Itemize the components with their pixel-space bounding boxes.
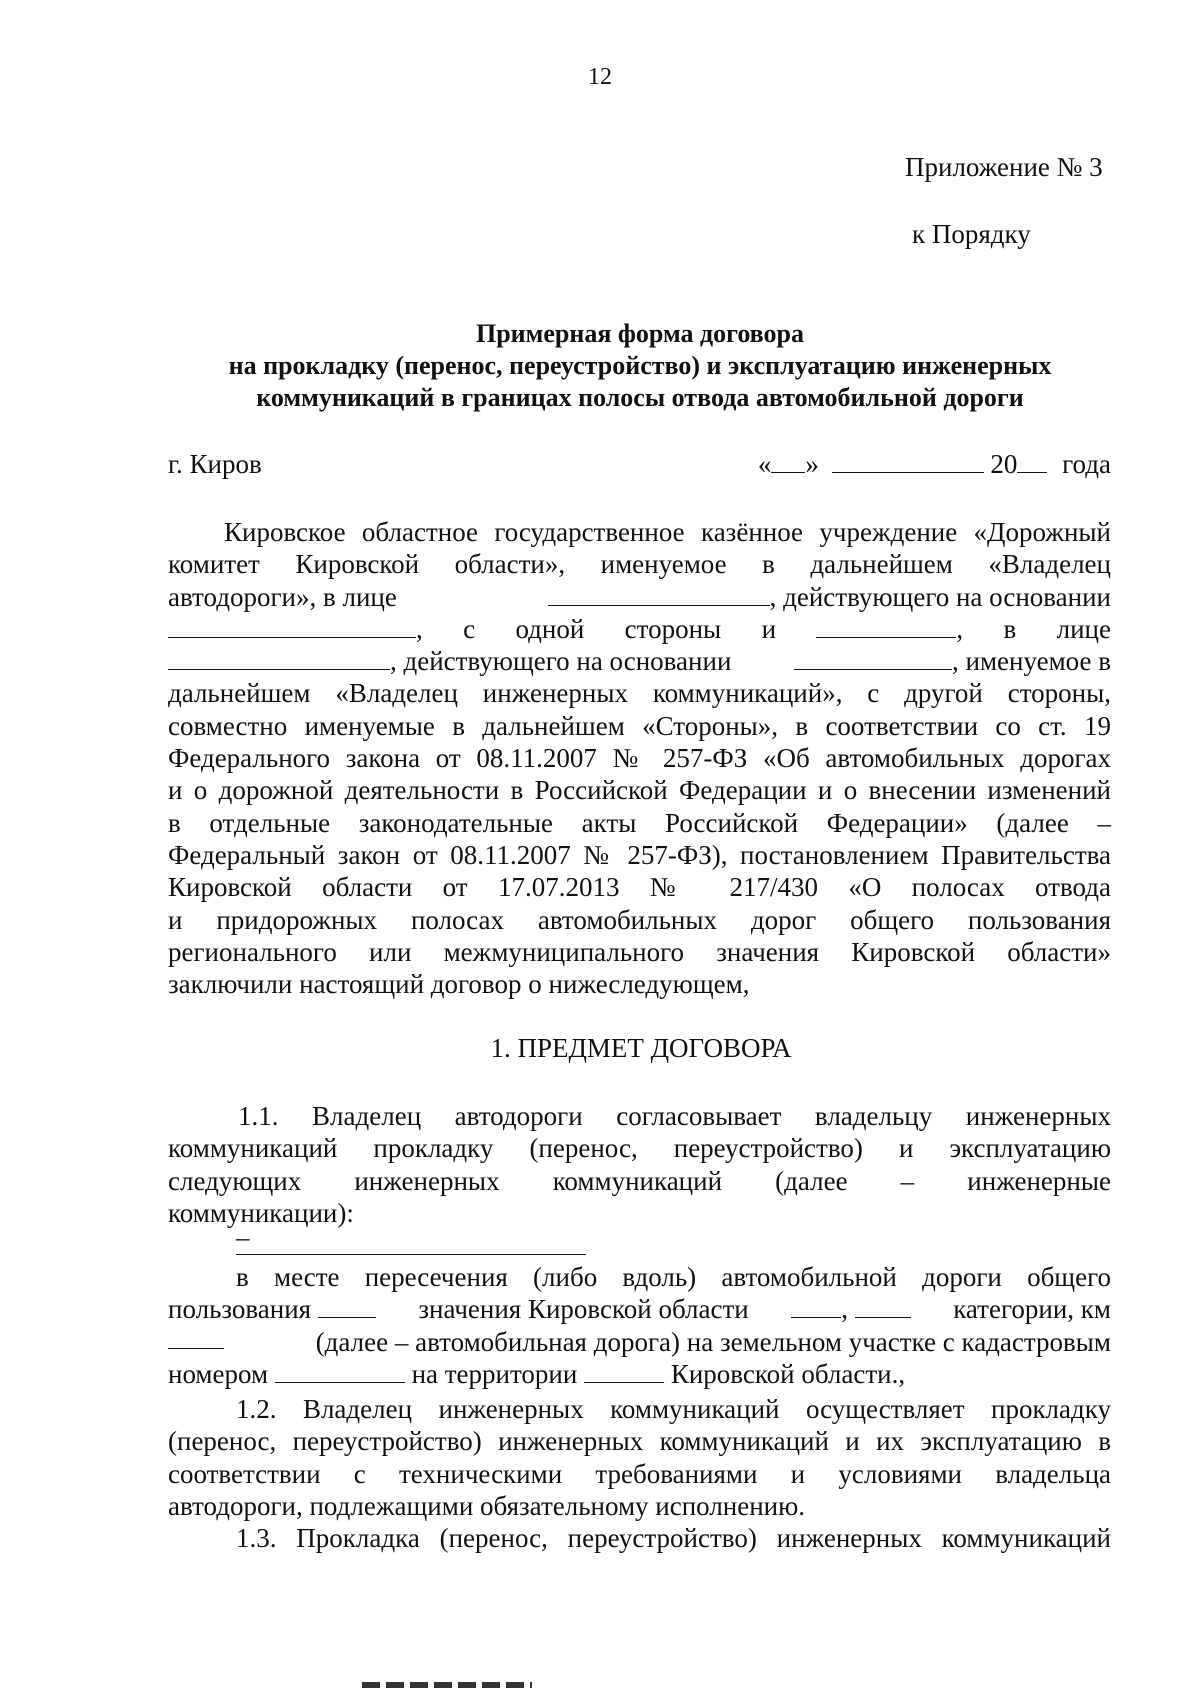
clause-1-2	[168, 1393, 1111, 1522]
intro-line: и о дорожной деятельности в Российской Федерации и о внесении изменений	[168, 775, 1111, 806]
intro-line: автодороги», в лице , действующего на основании	[168, 581, 1111, 612]
km-blank	[168, 1326, 224, 1349]
intro-line: и придорожных полосах автомобильных дорог общего пользования	[168, 904, 1111, 935]
clause-line: автодороги, подлежащими обязательному исполнению.	[168, 1490, 806, 1521]
intro-line: Кировское областное государственное казённое учреждение «Дорожный	[224, 517, 1111, 547]
date-close-quote: »	[805, 449, 819, 479]
clause-line: 1.3. Прокладка (перенос, переустройство) инженерных коммуникаций	[236, 1523, 1111, 1553]
list-dash: –	[236, 1222, 250, 1252]
clause-1-3	[168, 1522, 1111, 1554]
place-line: номером на территории Кировской области.,	[168, 1358, 906, 1389]
owner-basis-blank	[794, 647, 952, 670]
year-blank	[1017, 450, 1047, 473]
territory-blank	[584, 1360, 664, 1383]
clause-line: (перенос, переустройство) инженерных коммуникаций и их эксплуатацию в	[168, 1426, 1111, 1457]
appendix-reference: к Порядку	[912, 219, 1031, 249]
clause-line: следующих инженерных коммуникаций (далее – инженерные	[168, 1165, 1111, 1196]
intro-line: в отдельные законодательные акты Российской Федерации» (далее –	[168, 807, 1111, 838]
intro-line: Федерального закона от 08.11.2007 № 257-ФЗ «Об автомобильных дорогах	[168, 743, 1111, 774]
clause-line: 1.2. Владелец инженерных коммуникаций осуществляет прокладку	[236, 1394, 1111, 1424]
page-number: 12	[588, 64, 612, 90]
owner-representative-blank	[168, 647, 390, 670]
clause-line: коммуникации):	[168, 1197, 354, 1228]
month-blank	[832, 450, 984, 473]
intro-line: дальнейшем «Владелец инженерных коммуникаций», с другой стороны,	[168, 678, 1111, 709]
intro-line: заключили настоящий договор о нижеследующем,	[168, 969, 750, 1000]
city-date-row	[168, 449, 1111, 480]
clause-line: соответствии с техническими требованиями и условиями владельца	[168, 1458, 1111, 1489]
scan-artifact-mark	[362, 1682, 532, 1688]
region-blank	[791, 1295, 841, 1318]
clause-line: 1.1. Владелец автодороги согласовывает владельцу инженерных	[238, 1101, 1111, 1131]
city: г. Киров	[168, 449, 262, 479]
place-line: (далее – автомобильная дорога) на земельном участке с кадастровым	[168, 1326, 1111, 1358]
document-title	[150, 318, 1130, 414]
cadastral-number-blank	[275, 1360, 405, 1383]
owner-blank	[816, 615, 956, 638]
intro-line: Кировской области от 17.07.2013 № 217/430 «О полосах отвода	[168, 872, 1111, 903]
road-name-blank	[855, 1295, 911, 1318]
representative-blank	[548, 583, 770, 606]
intro-line: регионального или межмуниципального значения Кировской области»	[168, 936, 1111, 967]
appendix-number: Приложение № 3	[905, 152, 1103, 182]
title-line-1: Примерная форма договора	[476, 319, 804, 348]
intro-line: совместно именуемые в дальнейшем «Стороны», в соответствии со ст. 19	[168, 710, 1111, 741]
utility-blank	[236, 1236, 586, 1255]
clause-1-1	[168, 1100, 1111, 1229]
clause-line: коммуникаций прокладку (перенос, переустройство) и эксплуатацию	[168, 1133, 1111, 1164]
place-line: в месте пересечения (либо вдоль) автомобильной дороги общего	[236, 1262, 1111, 1292]
day-blank	[771, 450, 805, 473]
intro-line: Федеральный закон от 08.11.2007 № 257-ФЗ), постановлением Правительства	[168, 839, 1111, 870]
road-usage-blank	[318, 1295, 376, 1318]
section-heading: 1. ПРЕДМЕТ ДОГОВОРА	[490, 1033, 792, 1063]
date-open-quote: «	[757, 449, 772, 479]
intro-line: комитет Кировской области», именуемое в дальнейшем «Владелец	[168, 549, 1111, 580]
year-suffix: года	[1062, 449, 1111, 479]
year-prefix: 20	[990, 449, 1018, 479]
intro-paragraph	[168, 516, 1111, 1000]
place-line: пользования значения Кировской области , категории, км	[168, 1294, 1111, 1325]
title-line-2: на прокладку (перенос, переустройство) и эксплуатацию инженерных	[228, 351, 1052, 380]
basis-blank	[168, 615, 416, 638]
place-paragraph	[168, 1261, 1111, 1390]
intro-line: , действующего на основании , именуемое в	[168, 645, 1111, 677]
intro-line: , с одной стороны и , в лице	[168, 613, 1111, 645]
title-line-3: коммуникаций в границах полосы отвода автомобильной дороги	[256, 383, 1024, 412]
contract-date	[758, 449, 1111, 480]
